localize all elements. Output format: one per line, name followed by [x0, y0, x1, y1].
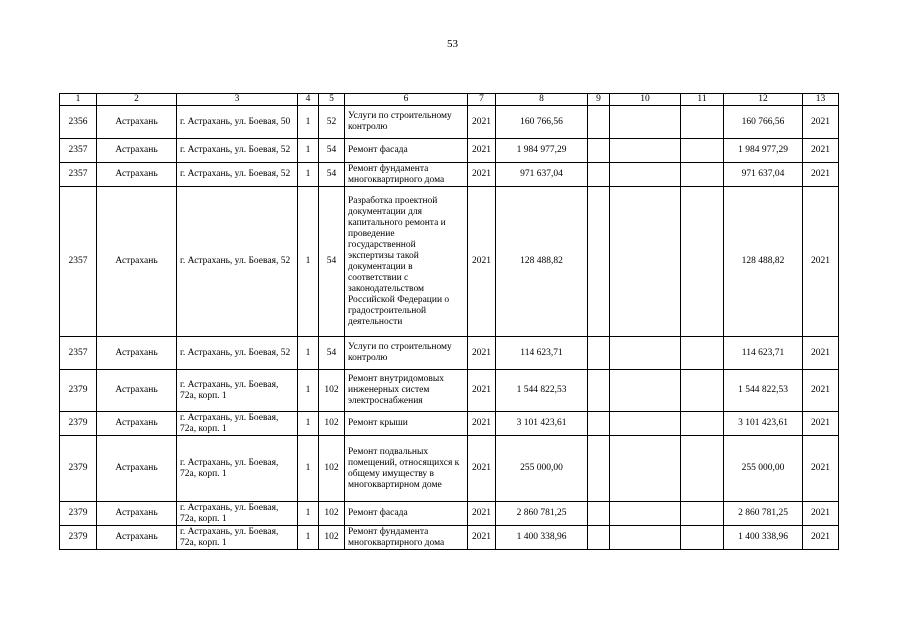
table-cell-c5: 54 — [319, 337, 345, 370]
table-cell-c4: 1 — [298, 412, 319, 436]
table-cell-c11 — [681, 187, 724, 337]
table-cell-c4: 1 — [298, 337, 319, 370]
column-header-10: 10 — [610, 94, 681, 106]
table-cell-c5: 102 — [319, 370, 345, 412]
table-cell-c2: Астрахань — [97, 163, 177, 187]
table-header — [60, 94, 839, 106]
table-cell-c12: 1 400 338,96 — [724, 526, 803, 550]
table-cell-c8: 128 488,82 — [496, 187, 588, 337]
table-cell-c7: 2021 — [468, 139, 496, 163]
table-cell-c3: г. Астрахань, ул. Боевая, 72а, корп. 1 — [177, 412, 298, 436]
table-cell-c13: 2021 — [803, 412, 839, 436]
table-cell-c9 — [588, 163, 610, 187]
column-header-3: 3 — [177, 94, 298, 106]
table-cell-c12: 128 488,82 — [724, 187, 803, 337]
table-cell-c1: 2379 — [60, 502, 97, 526]
column-header-7: 7 — [468, 94, 496, 106]
table-cell-c13: 2021 — [803, 370, 839, 412]
table-cell-c11 — [681, 502, 724, 526]
table-cell-c12: 971 637,04 — [724, 163, 803, 187]
table-cell-c6: Разработка проектной документации для капитального ремонта и проведение государственной экспертизы такой документации в соответствии с законодательством Российской Федерации о градостроительной деятельности — [345, 187, 468, 337]
table-cell-c8: 971 637,04 — [496, 163, 588, 187]
table-cell-c11 — [681, 370, 724, 412]
table-cell-c3: г. Астрахань, ул. Боевая, 72а, корп. 1 — [177, 370, 298, 412]
table-cell-c6: Услуги по строительному контролю — [345, 337, 468, 370]
table-cell-c7: 2021 — [468, 163, 496, 187]
table-cell-c1: 2379 — [60, 412, 97, 436]
table-cell-c13: 2021 — [803, 502, 839, 526]
table-cell-c7: 2021 — [468, 502, 496, 526]
table-cell-c12: 1 984 977,29 — [724, 139, 803, 163]
table-row — [60, 163, 839, 187]
table-row — [60, 139, 839, 163]
table-row — [60, 370, 839, 412]
table-cell-c4: 1 — [298, 163, 319, 187]
table-cell-c9 — [588, 502, 610, 526]
table-row — [60, 337, 839, 370]
table-cell-c3: г. Астрахань, ул. Боевая, 52 — [177, 163, 298, 187]
table-row — [60, 502, 839, 526]
table-cell-c13: 2021 — [803, 337, 839, 370]
column-header-2: 2 — [97, 94, 177, 106]
table-cell-c5: 54 — [319, 163, 345, 187]
table-cell-c10 — [610, 139, 681, 163]
table-cell-c9 — [588, 412, 610, 436]
column-header-9: 9 — [588, 94, 610, 106]
table-cell-c2: Астрахань — [97, 337, 177, 370]
table-cell-c10 — [610, 370, 681, 412]
table-cell-c12: 1 544 822,53 — [724, 370, 803, 412]
table-cell-c1: 2356 — [60, 106, 97, 139]
table-cell-c13: 2021 — [803, 106, 839, 139]
table-cell-c7: 2021 — [468, 370, 496, 412]
table-cell-c11 — [681, 526, 724, 550]
table-cell-c11 — [681, 163, 724, 187]
table-cell-c11 — [681, 106, 724, 139]
table-cell-c2: Астрахань — [97, 502, 177, 526]
table-cell-c5: 102 — [319, 436, 345, 502]
table-cell-c8: 114 623,71 — [496, 337, 588, 370]
table-cell-c6: Ремонт подвальных помещений, относящихся к общему имуществу в многоквартирном доме — [345, 436, 468, 502]
table-cell-c7: 2021 — [468, 337, 496, 370]
table-cell-c4: 1 — [298, 526, 319, 550]
table-cell-c4: 1 — [298, 139, 319, 163]
table-cell-c7: 2021 — [468, 106, 496, 139]
table-cell-c5: 102 — [319, 526, 345, 550]
table-cell-c3: г. Астрахань, ул. Боевая, 72а, корп. 1 — [177, 502, 298, 526]
column-header-13: 13 — [803, 94, 839, 106]
table-row — [60, 412, 839, 436]
table-cell-c5: 102 — [319, 412, 345, 436]
table-cell-c11 — [681, 337, 724, 370]
table-cell-c10 — [610, 337, 681, 370]
table-cell-c9 — [588, 370, 610, 412]
table-cell-c6: Ремонт крыши — [345, 412, 468, 436]
table-cell-c6: Ремонт внутридомовых инженерных систем электроснабжения — [345, 370, 468, 412]
table-cell-c13: 2021 — [803, 163, 839, 187]
table-cell-c11 — [681, 436, 724, 502]
table-cell-c11 — [681, 412, 724, 436]
table-cell-c3: г. Астрахань, ул. Боевая, 50 — [177, 106, 298, 139]
table-cell-c8: 2 860 781,25 — [496, 502, 588, 526]
table-cell-c1: 2379 — [60, 526, 97, 550]
table-cell-c12: 2 860 781,25 — [724, 502, 803, 526]
table-cell-c8: 255 000,00 — [496, 436, 588, 502]
table-cell-c2: Астрахань — [97, 412, 177, 436]
table-cell-c4: 1 — [298, 370, 319, 412]
table-cell-c9 — [588, 139, 610, 163]
table-cell-c4: 1 — [298, 436, 319, 502]
table-cell-c6: Ремонт фундамента многоквартирного дома — [345, 163, 468, 187]
table-cell-c2: Астрахань — [97, 370, 177, 412]
table-cell-c1: 2357 — [60, 337, 97, 370]
table-cell-c6: Ремонт фасада — [345, 139, 468, 163]
table-cell-c12: 3 101 423,61 — [724, 412, 803, 436]
table-cell-c1: 2357 — [60, 187, 97, 337]
table-cell-c13: 2021 — [803, 526, 839, 550]
table-cell-c8: 1 984 977,29 — [496, 139, 588, 163]
table-cell-c3: г. Астрахань, ул. Боевая, 52 — [177, 337, 298, 370]
table-row — [60, 187, 839, 337]
table-cell-c4: 1 — [298, 106, 319, 139]
table-cell-c7: 2021 — [468, 187, 496, 337]
column-header-6: 6 — [345, 94, 468, 106]
table-cell-c5: 54 — [319, 139, 345, 163]
column-header-4: 4 — [298, 94, 319, 106]
table-cell-c6: Услуги по строительному контролю — [345, 106, 468, 139]
table-cell-c5: 54 — [319, 187, 345, 337]
table-cell-c3: г. Астрахань, ул. Боевая, 72а, корп. 1 — [177, 526, 298, 550]
table-cell-c9 — [588, 337, 610, 370]
table-row — [60, 106, 839, 139]
table-cell-c7: 2021 — [468, 436, 496, 502]
table-cell-c8: 160 766,56 — [496, 106, 588, 139]
table-cell-c1: 2379 — [60, 436, 97, 502]
table-cell-c9 — [588, 436, 610, 502]
table-cell-c3: г. Астрахань, ул. Боевая, 52 — [177, 139, 298, 163]
table-cell-c2: Астрахань — [97, 106, 177, 139]
table-body — [60, 106, 839, 550]
table-cell-c8: 1 544 822,53 — [496, 370, 588, 412]
table-cell-c10 — [610, 187, 681, 337]
table-cell-c2: Астрахань — [97, 526, 177, 550]
column-header-1: 1 — [60, 94, 97, 106]
table-cell-c13: 2021 — [803, 139, 839, 163]
table-cell-c3: г. Астрахань, ул. Боевая, 52 — [177, 187, 298, 337]
table-cell-c1: 2357 — [60, 139, 97, 163]
table-cell-c9 — [588, 187, 610, 337]
table-cell-c1: 2357 — [60, 163, 97, 187]
header-row — [60, 94, 839, 106]
table-cell-c12: 114 623,71 — [724, 337, 803, 370]
table-cell-c5: 102 — [319, 502, 345, 526]
table-cell-c8: 3 101 423,61 — [496, 412, 588, 436]
table-cell-c13: 2021 — [803, 187, 839, 337]
table-cell-c9 — [588, 526, 610, 550]
table-cell-c10 — [610, 526, 681, 550]
table-cell-c13: 2021 — [803, 436, 839, 502]
table-cell-c11 — [681, 139, 724, 163]
table-cell-c5: 52 — [319, 106, 345, 139]
table-cell-c9 — [588, 106, 610, 139]
table-cell-c6: Ремонт фундамента многоквартирного дома — [345, 526, 468, 550]
table-row — [60, 436, 839, 502]
table-cell-c4: 1 — [298, 502, 319, 526]
table-cell-c10 — [610, 163, 681, 187]
table-cell-c3: г. Астрахань, ул. Боевая, 72а, корп. 1 — [177, 436, 298, 502]
table-cell-c8: 1 400 338,96 — [496, 526, 588, 550]
table-cell-c12: 255 000,00 — [724, 436, 803, 502]
table-cell-c12: 160 766,56 — [724, 106, 803, 139]
table-cell-c2: Астрахань — [97, 187, 177, 337]
works-table — [59, 93, 839, 550]
table-cell-c10 — [610, 106, 681, 139]
table-cell-c10 — [610, 436, 681, 502]
column-header-8: 8 — [496, 94, 588, 106]
page-number: 53 — [447, 38, 458, 50]
table-cell-c10 — [610, 502, 681, 526]
column-header-11: 11 — [681, 94, 724, 106]
table-cell-c7: 2021 — [468, 526, 496, 550]
table-cell-c10 — [610, 412, 681, 436]
table-cell-c4: 1 — [298, 187, 319, 337]
column-header-5: 5 — [319, 94, 345, 106]
table-cell-c7: 2021 — [468, 412, 496, 436]
table-cell-c2: Астрахань — [97, 436, 177, 502]
table-cell-c6: Ремонт фасада — [345, 502, 468, 526]
table-row — [60, 526, 839, 550]
table-cell-c2: Астрахань — [97, 139, 177, 163]
table-cell-c1: 2379 — [60, 370, 97, 412]
column-header-12: 12 — [724, 94, 803, 106]
